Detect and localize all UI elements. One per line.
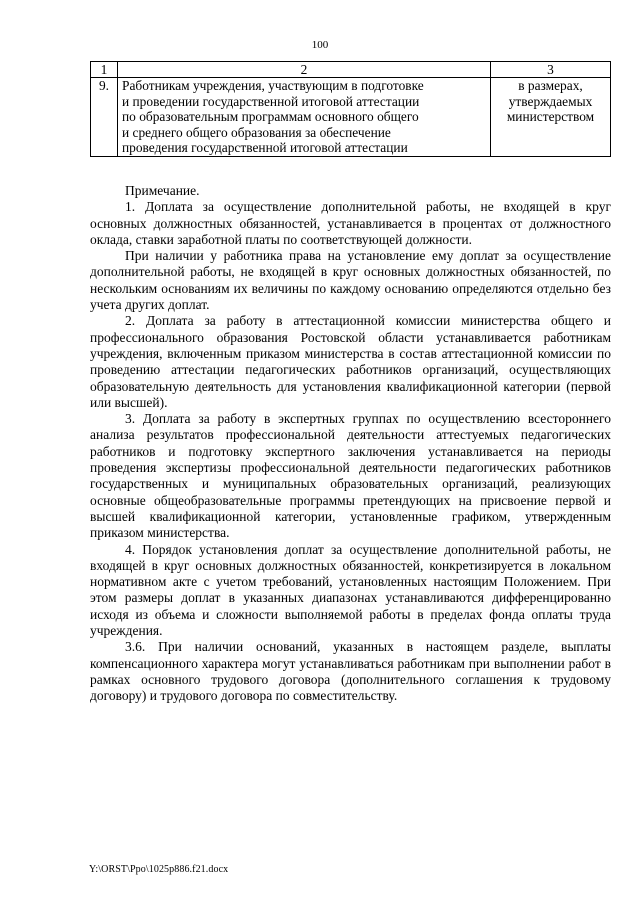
amount-line: в размерах, bbox=[518, 78, 583, 93]
description-line: и среднего общего образования за обеспечение bbox=[122, 124, 391, 140]
header-col-3: 3 bbox=[491, 62, 611, 78]
note-heading: Примечание. bbox=[125, 183, 200, 198]
payments-table bbox=[90, 61, 611, 157]
paragraph: При наличии у работника права на установление ему доплат за осуществление дополнительной работы, не входящей в круг основных должностных обязанностей, по нескольким основаниям их величины по каждому основанию определяются отдельно без учета других доплат. bbox=[90, 248, 611, 313]
row-number: 9. bbox=[91, 78, 118, 157]
paragraph: 1. Доплата за осуществление дополнительной работы, не входящей в круг основных должностных обязанностей, устанавливается в процентах от должностного оклада, ставки заработной платы по соответствующей должности. bbox=[90, 199, 611, 247]
paragraph: 3. Доплата за работу в экспертных группах по осуществлению всестороннего анализа результатов профессиональной деятельности аттестуемых педагогических работников и подготовку экспертного заключения устанавливается на периоды проведения экспертизы профессиональной деятельности педагогических работников государственных и муниципальных образовательных организаций, реализующих основные общеобразовательные программы претендующих на присвоение первой и высшей квалификационной категории, установленные графиком, утвержденным приказом министерства. bbox=[90, 411, 611, 541]
description-line: по образовательным программам основного общего bbox=[122, 109, 419, 124]
amount-line: утверждаемых bbox=[508, 93, 593, 109]
table-header-row bbox=[91, 62, 611, 78]
row-description bbox=[118, 78, 491, 157]
header-col-2: 2 bbox=[118, 62, 491, 78]
amount-line: министерством bbox=[506, 109, 595, 124]
description-line: и проведении государственной итоговой аттестации bbox=[122, 93, 420, 109]
footer-file-path: Y:\ORST\Ppo\1025p886.f21.docx bbox=[89, 864, 229, 875]
table-row bbox=[91, 78, 611, 157]
description-line: Работникам учреждения, участвующим в подготовке bbox=[122, 78, 424, 93]
row-amount bbox=[491, 78, 611, 157]
description-line: проведения государственной итоговой аттестации bbox=[122, 140, 408, 155]
header-col-1: 1 bbox=[91, 62, 118, 78]
paragraph: 3.6. При наличии оснований, указанных в настоящем разделе, выплаты компенсационного характера могут устанавливаться работникам при выполнении работ в рамках основного трудового договора (дополнительного соглашения к трудовому договору) и трудового договора по совместительству. bbox=[90, 639, 611, 704]
paragraph: 2. Доплата за работу в аттестационной комиссии министерства общего и профессионального образования Ростовской области устанавливается работникам учреждения, включенным приказом министерства в состав аттестационной комиссии по проведению аттестации педагогических работников организаций, осуществляющих образовательную деятельность для установления квалификационной категории (первой или высшей). bbox=[90, 313, 611, 410]
notes-section bbox=[90, 183, 611, 705]
page-number: 100 bbox=[311, 39, 329, 51]
paragraph: 4. Порядок установления доплат за осуществление дополнительной работы, не входящей в круг основных должностных обязанностей, конкретизируется в локальном нормативном акте с учетом требований, установленных настоящим Положением. При этом размеры доплат в указанных диапазонах устанавливаются дифференцированно исходя из объема и сложности выполняемой работы в пределах фонда оплаты труда учреждения. bbox=[90, 541, 611, 639]
